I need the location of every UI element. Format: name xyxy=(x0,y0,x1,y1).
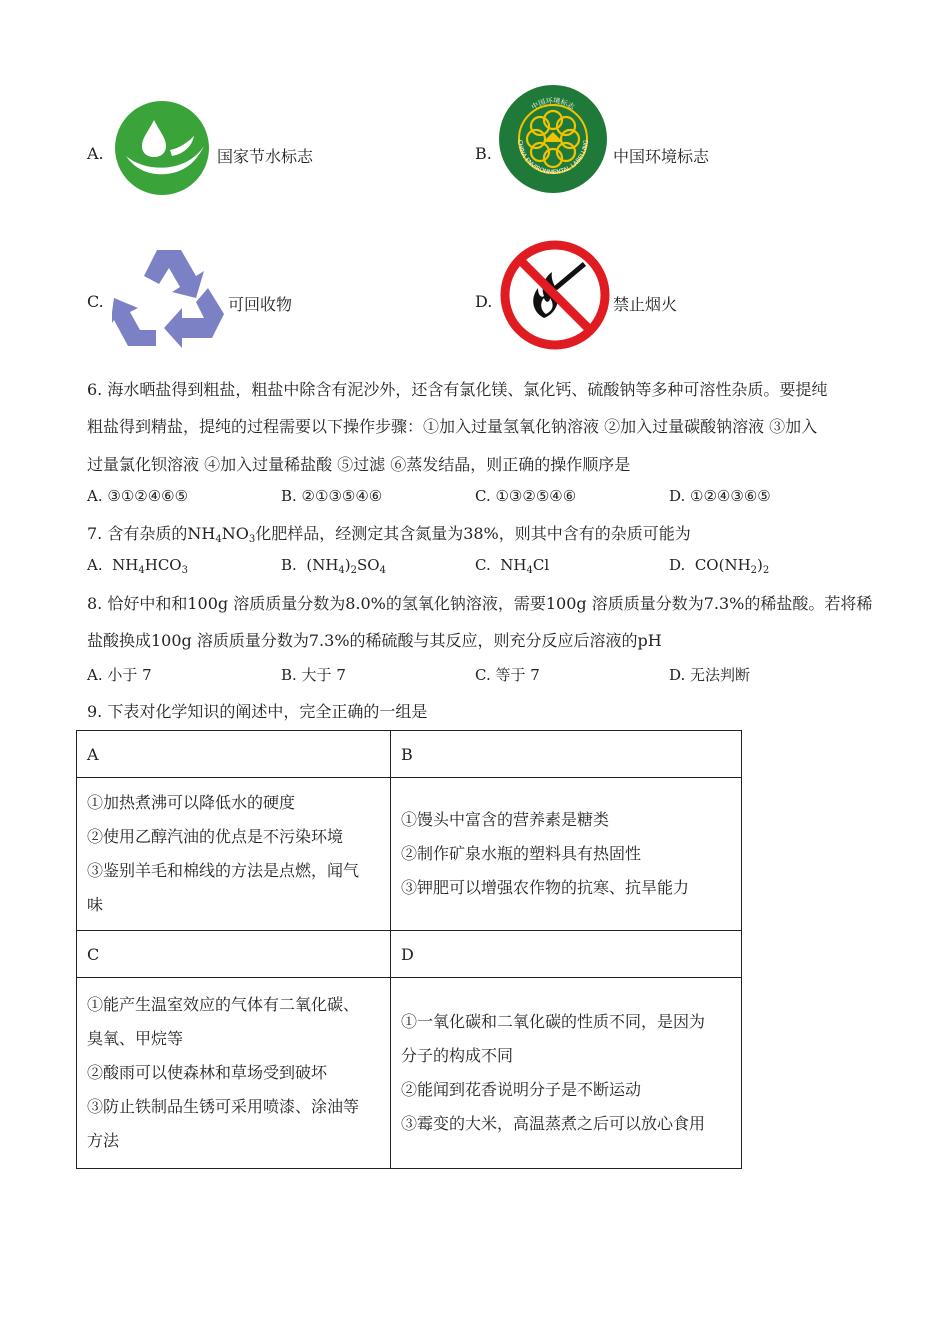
q6-choice-c: C. ①③②⑤④⑥ xyxy=(475,487,577,505)
q7-choice-d: D. $CO(NH_2)_2$ xyxy=(669,556,770,576)
q6-line-3: 过量氯化钡溶液 ④加入过量稀盐酸 ⑤过滤 ⑥蒸发结晶，则正确的操作顺序是 xyxy=(87,455,631,474)
formula: $(NH_4)_2SO_4$ xyxy=(306,556,386,576)
q8-line-1: 8. 恰好中和和100g 溶质质量分数为8.0%的氢氧化钠溶液，需要100g 溶质质量分数为7.3%的稀盐酸。若将稀 xyxy=(87,594,873,613)
q9-stem: 9. 下表对化学知识的阐述中，完全正确的一组是 xyxy=(87,702,428,721)
option-b-letter: B. xyxy=(475,144,492,163)
q7-choice-a: A. $NH_4HCO_3$ xyxy=(87,556,188,576)
formula: $NH_4HCO_3$ xyxy=(112,556,188,576)
q7-choice-c: C. $NH_4Cl$ xyxy=(475,556,550,576)
cell-b-line-1: ①馒头中富含的营养素是糖类 xyxy=(401,810,610,829)
q6-choice-a: A. ③①②④⑥⑤ xyxy=(87,487,189,505)
formula: $CO(NH_2)_2$ xyxy=(694,556,770,576)
cell-c-line-4: ③防止铁制品生锈可采用喷漆、涂油等 xyxy=(87,1097,360,1116)
cell-d-header: D xyxy=(391,931,742,978)
q8-choice-d: D. 无法判断 xyxy=(669,666,751,684)
cell-d-line-4: ③霉变的大米，高温蒸煮之后可以放心食用 xyxy=(401,1114,706,1133)
q8-choice-c: C. 等于 7 xyxy=(475,666,540,684)
cell-d-line-1: ①一氧化碳和二氧化碳的性质不同，是因为 xyxy=(401,1012,706,1031)
china-environmental-label-icon xyxy=(498,84,608,194)
cell-c-header: C xyxy=(77,931,391,978)
q6-choice-d: D. ①②④③⑥⑤ xyxy=(669,487,771,505)
formula: $NH_4Cl$ xyxy=(500,556,550,576)
q6-line-2: 粗盐得到精盐，提纯的过程需要以下操作步骤：①加入过量氢氧化钠溶液 ②加入过量碳酸钠溶液 ③加入 xyxy=(87,417,818,436)
option-c-letter: C. xyxy=(87,292,104,311)
q8-choice-b: B. 大于 7 xyxy=(281,666,346,684)
q9-table xyxy=(76,730,742,1169)
no-fire-icon xyxy=(500,240,610,350)
cell-c-line-5: 方法 xyxy=(87,1131,120,1150)
cell-d-line-2: 分子的构成不同 xyxy=(401,1046,514,1065)
q6-line-1: 6. 海水晒盐得到粗盐，粗盐中除含有泥沙外，还含有氯化镁、氯化钙、硫酸钠等多种可溶性杂质。要提纯 xyxy=(87,380,828,399)
cell-c-line-3: ②酸雨可以使森林和草场受到破坏 xyxy=(87,1063,328,1082)
option-a-label: 国家节水标志 xyxy=(217,147,314,166)
q8-choice-a: A. 小于 7 xyxy=(87,666,152,684)
q8-line-2: 盐酸换成100g 溶质质量分数为7.3%的稀硫酸与其反应，则充分反应后溶液的pH xyxy=(87,631,662,650)
q7-stem xyxy=(87,521,691,545)
q7-stem-before: 7. 含有杂质的 xyxy=(87,524,188,543)
cell-c-line-2: 臭氧、甲烷等 xyxy=(87,1029,184,1048)
option-d-letter: D. xyxy=(475,292,493,311)
option-a-letter: A. xyxy=(87,144,104,163)
cell-b-content xyxy=(391,778,742,931)
water-saving-logo-icon xyxy=(114,100,210,196)
option-b-label: 中国环境标志 xyxy=(613,147,710,166)
cell-b-line-3: ③钾肥可以增强农作物的抗寒、抗旱能力 xyxy=(401,878,690,897)
option-d-label: 禁止烟火 xyxy=(613,295,678,314)
q7-formula: $NH_4NO_3$ xyxy=(187,524,256,545)
option-c-label: 可回收物 xyxy=(228,295,293,314)
recycle-icon xyxy=(112,246,226,350)
cell-a-content xyxy=(77,778,391,931)
cell-b-line-2: ②制作矿泉水瓶的塑料具有热固性 xyxy=(401,844,642,863)
cell-b-header: B xyxy=(391,731,742,778)
cell-a-line-3: ③鉴别羊毛和棉线的方法是点燃，闻气 xyxy=(87,861,360,880)
cell-d-line-3: ②能闻到花香说明分子是不断运动 xyxy=(401,1080,642,1099)
logo-ring-text: CHINA ENVIRONMENTAL LABELLING xyxy=(515,139,591,177)
logo-top-text: 中国环境标志 xyxy=(530,96,576,112)
q7-choice-b: B. $(NH_4)_2SO_4$ xyxy=(281,556,386,576)
cell-d-content xyxy=(391,978,742,1169)
cell-a-line-4: 味 xyxy=(87,895,104,914)
cell-a-line-1: ①加热煮沸可以降低水的硬度 xyxy=(87,793,296,812)
q6-choice-b: B. ②①③⑤④⑥ xyxy=(281,487,383,505)
cell-c-content xyxy=(77,978,391,1169)
q7-stem-after: 化肥样品，经测定其含氮量为38%，则其中含有的杂质可能为 xyxy=(255,524,691,543)
cell-c-line-1: ①能产生温室效应的气体有二氧化碳、 xyxy=(87,995,360,1014)
cell-a-header: A xyxy=(77,731,391,778)
cell-a-line-2: ②使用乙醇汽油的优点是不污染环境 xyxy=(87,827,344,846)
